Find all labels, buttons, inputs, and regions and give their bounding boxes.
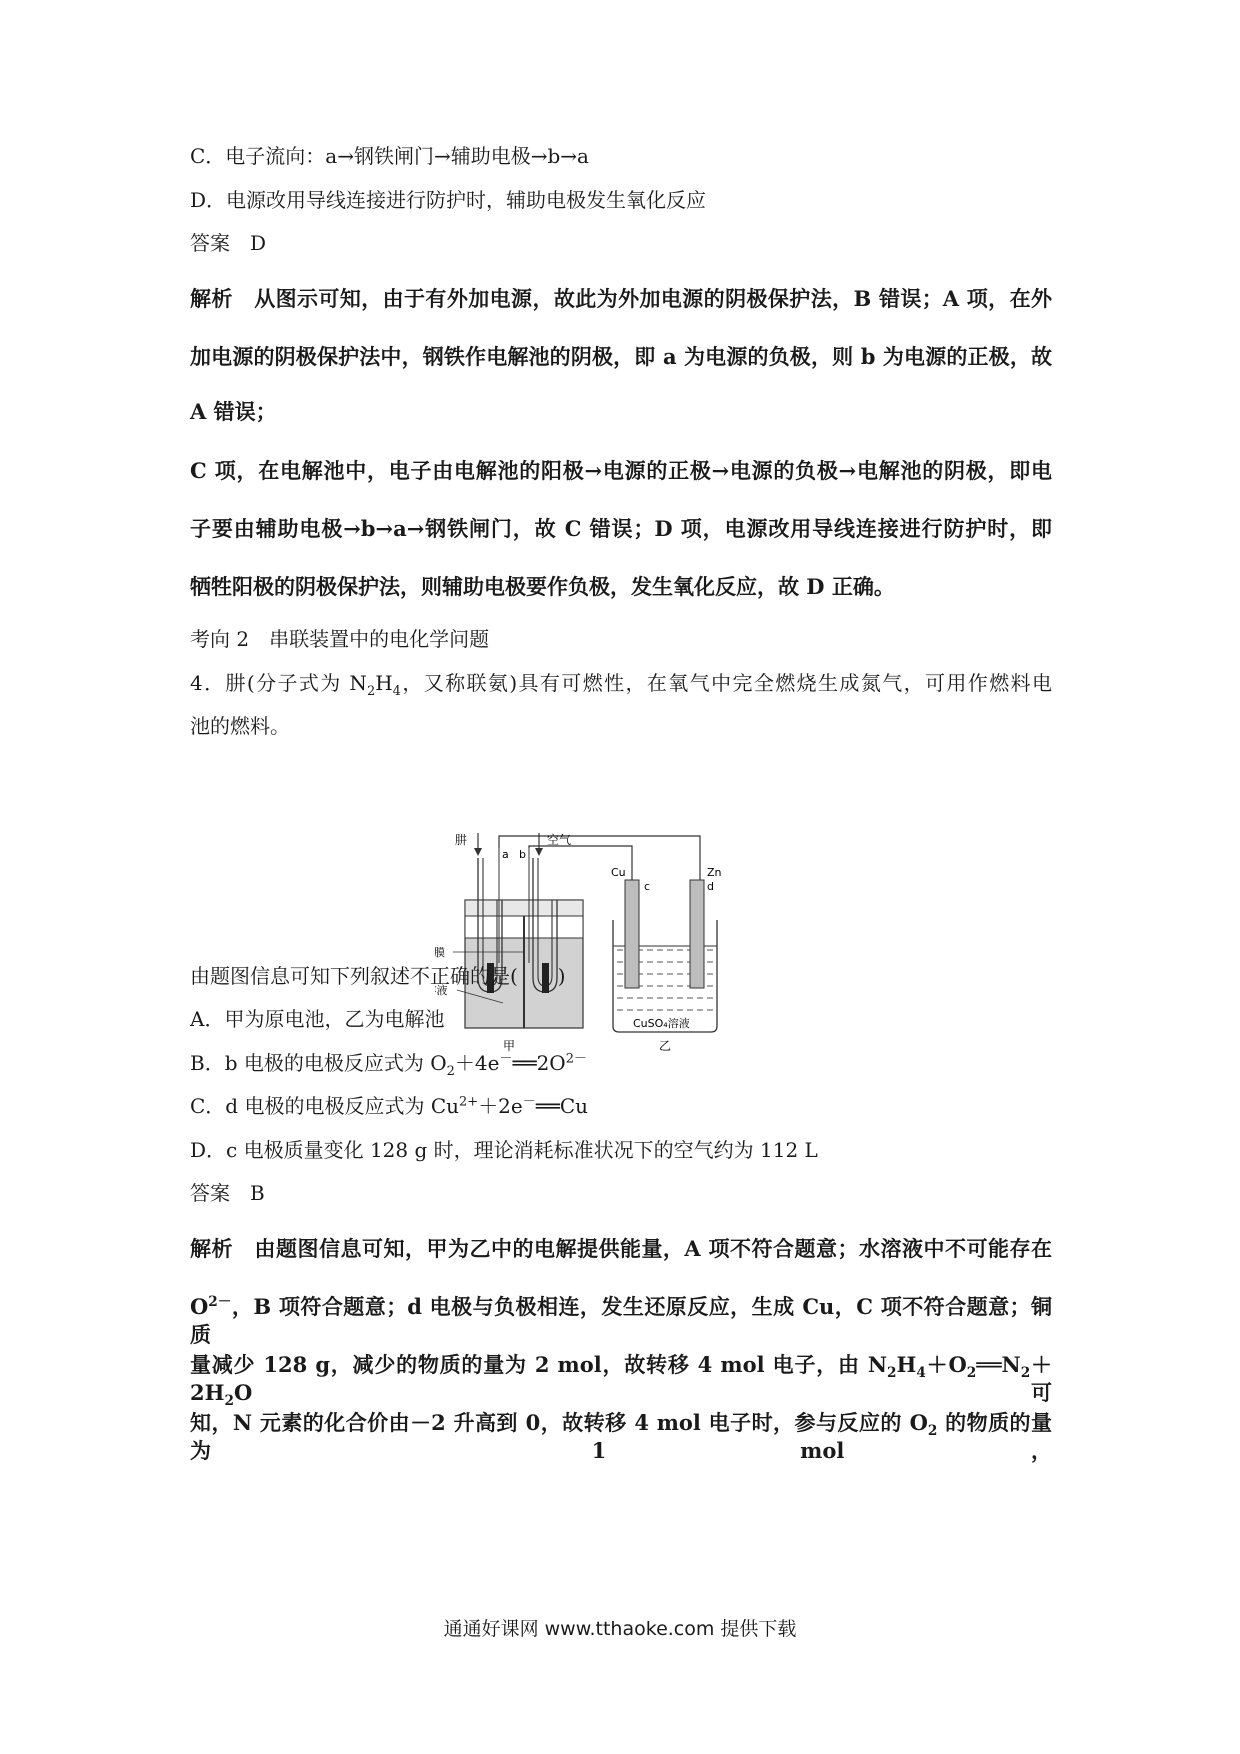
label-cu: Cu [611, 866, 626, 879]
label-cuso4: CuSO₄溶液 [633, 1017, 690, 1030]
question-4-stem: 由题图信息可知下列叙述不正确的是( ) [190, 964, 566, 988]
explanation-4-line-4: 知，N 元素的化合价由－2 升高到 0，故转移 4 mol 电子时，参与反应的 $O_2$ 的物质的量为 1 mol， [190, 1410, 1052, 1463]
zn-electrode [690, 880, 704, 988]
label-d: d [707, 880, 714, 893]
label-koh: 液 [436, 984, 448, 997]
inlet-arrow-air [535, 848, 543, 856]
inlet-arrow-hydrazine [474, 848, 482, 856]
footer-credit: 通通好课网 www.tthaoke.com 提供下载 [443, 1618, 797, 1640]
section-heading: 考向 2 串联装置中的电化学问题 [190, 627, 490, 651]
label-jia: 甲 [503, 1039, 516, 1053]
explanation-3-line-3: A 错误； [190, 399, 277, 424]
label-yi: 乙 [659, 1039, 672, 1053]
question-4-line-2: 池的燃料。 [190, 714, 290, 738]
option-4d: D．c 电极质量变化 128 g 时，理论消耗标准状况下的空气约为 112 L [190, 1138, 818, 1162]
option-4b: B．b 电极的电极反应式为 $O_2+4e^-══2O^{2-}$ [190, 1051, 587, 1079]
label-c: c [644, 880, 651, 893]
label-a: a [502, 848, 509, 861]
label-air: 空气 [547, 833, 572, 847]
explanation-3-line-1: 解析 从图示可知，由于有外加电源，故此为外加电源的阴极保护法，B 错误；A 项，在外 [190, 286, 1052, 311]
label-zn: Zn [707, 866, 722, 879]
option-4c: C．d 电极的电极反应式为 $Cu^{2+}+2e^-══Cu$ [190, 1094, 589, 1118]
option-3c: C．电子流向：a→钢铁闸门→辅助电极→b→a [190, 144, 589, 168]
answer-3: 答案 D [190, 231, 267, 255]
apparatus-figure [435, 828, 815, 1058]
cu-electrode [625, 880, 639, 988]
option-4a: A．甲为原电池，乙为电解池 [190, 1007, 445, 1031]
explanation-3-line-6: 牺牲阳极的阴极保护法，则辅助电极要作负极，发生氧化反应，故 D 正确。 [190, 574, 895, 599]
label-b: b [519, 848, 526, 861]
label-hydrazine: 肼 [455, 833, 468, 847]
question-4-line-1: 4．肼(分子式为 $N_2H_4$，又称联氨)具有可燃性，在氧气中完全燃烧生成氮气，可用作燃料电 [190, 671, 1052, 699]
explanation-4-line-2: $O^{2-}$，B 项符合题意；d 电极与负极相连，发生还原反应，生成 Cu，C 项不符合题意；铜质 [190, 1294, 1052, 1347]
explanation-3-line-2: 加电源的阴极保护法中，钢铁作电解池的阴极，即 a 为电源的负极，则 b 为电源的正极，故 [190, 344, 1052, 369]
option-3d: D．电源改用导线连接进行防护时，辅助电极发生氧化反应 [190, 188, 707, 212]
answer-4: 答案 B [190, 1181, 265, 1205]
explanation-4-line-3: 量减少 128 g，减少的物质的量为 2 mol，故转移 4 mol 电子，由 $N_2H_4+O_2══N_2+2H_2O$ 可 [190, 1352, 1052, 1410]
explanation-3-line-5: 子要由辅助电极→b→a→钢铁闸门，故 C 错误；D 项，电源改用导线连接进行防护时，即 [190, 516, 1052, 541]
label-membrane: 膜 [435, 946, 445, 959]
explanation-3-line-4: C 项，在电解池中，电子由电解池的阳极→电源的正极→电源的负极→电解池的阴极，即电 [190, 458, 1052, 483]
explanation-4-line-1: 解析 由题图信息可知，甲为乙中的电解提供能量，A 项不符合题意；水溶液中不可能存在 [190, 1236, 1052, 1261]
